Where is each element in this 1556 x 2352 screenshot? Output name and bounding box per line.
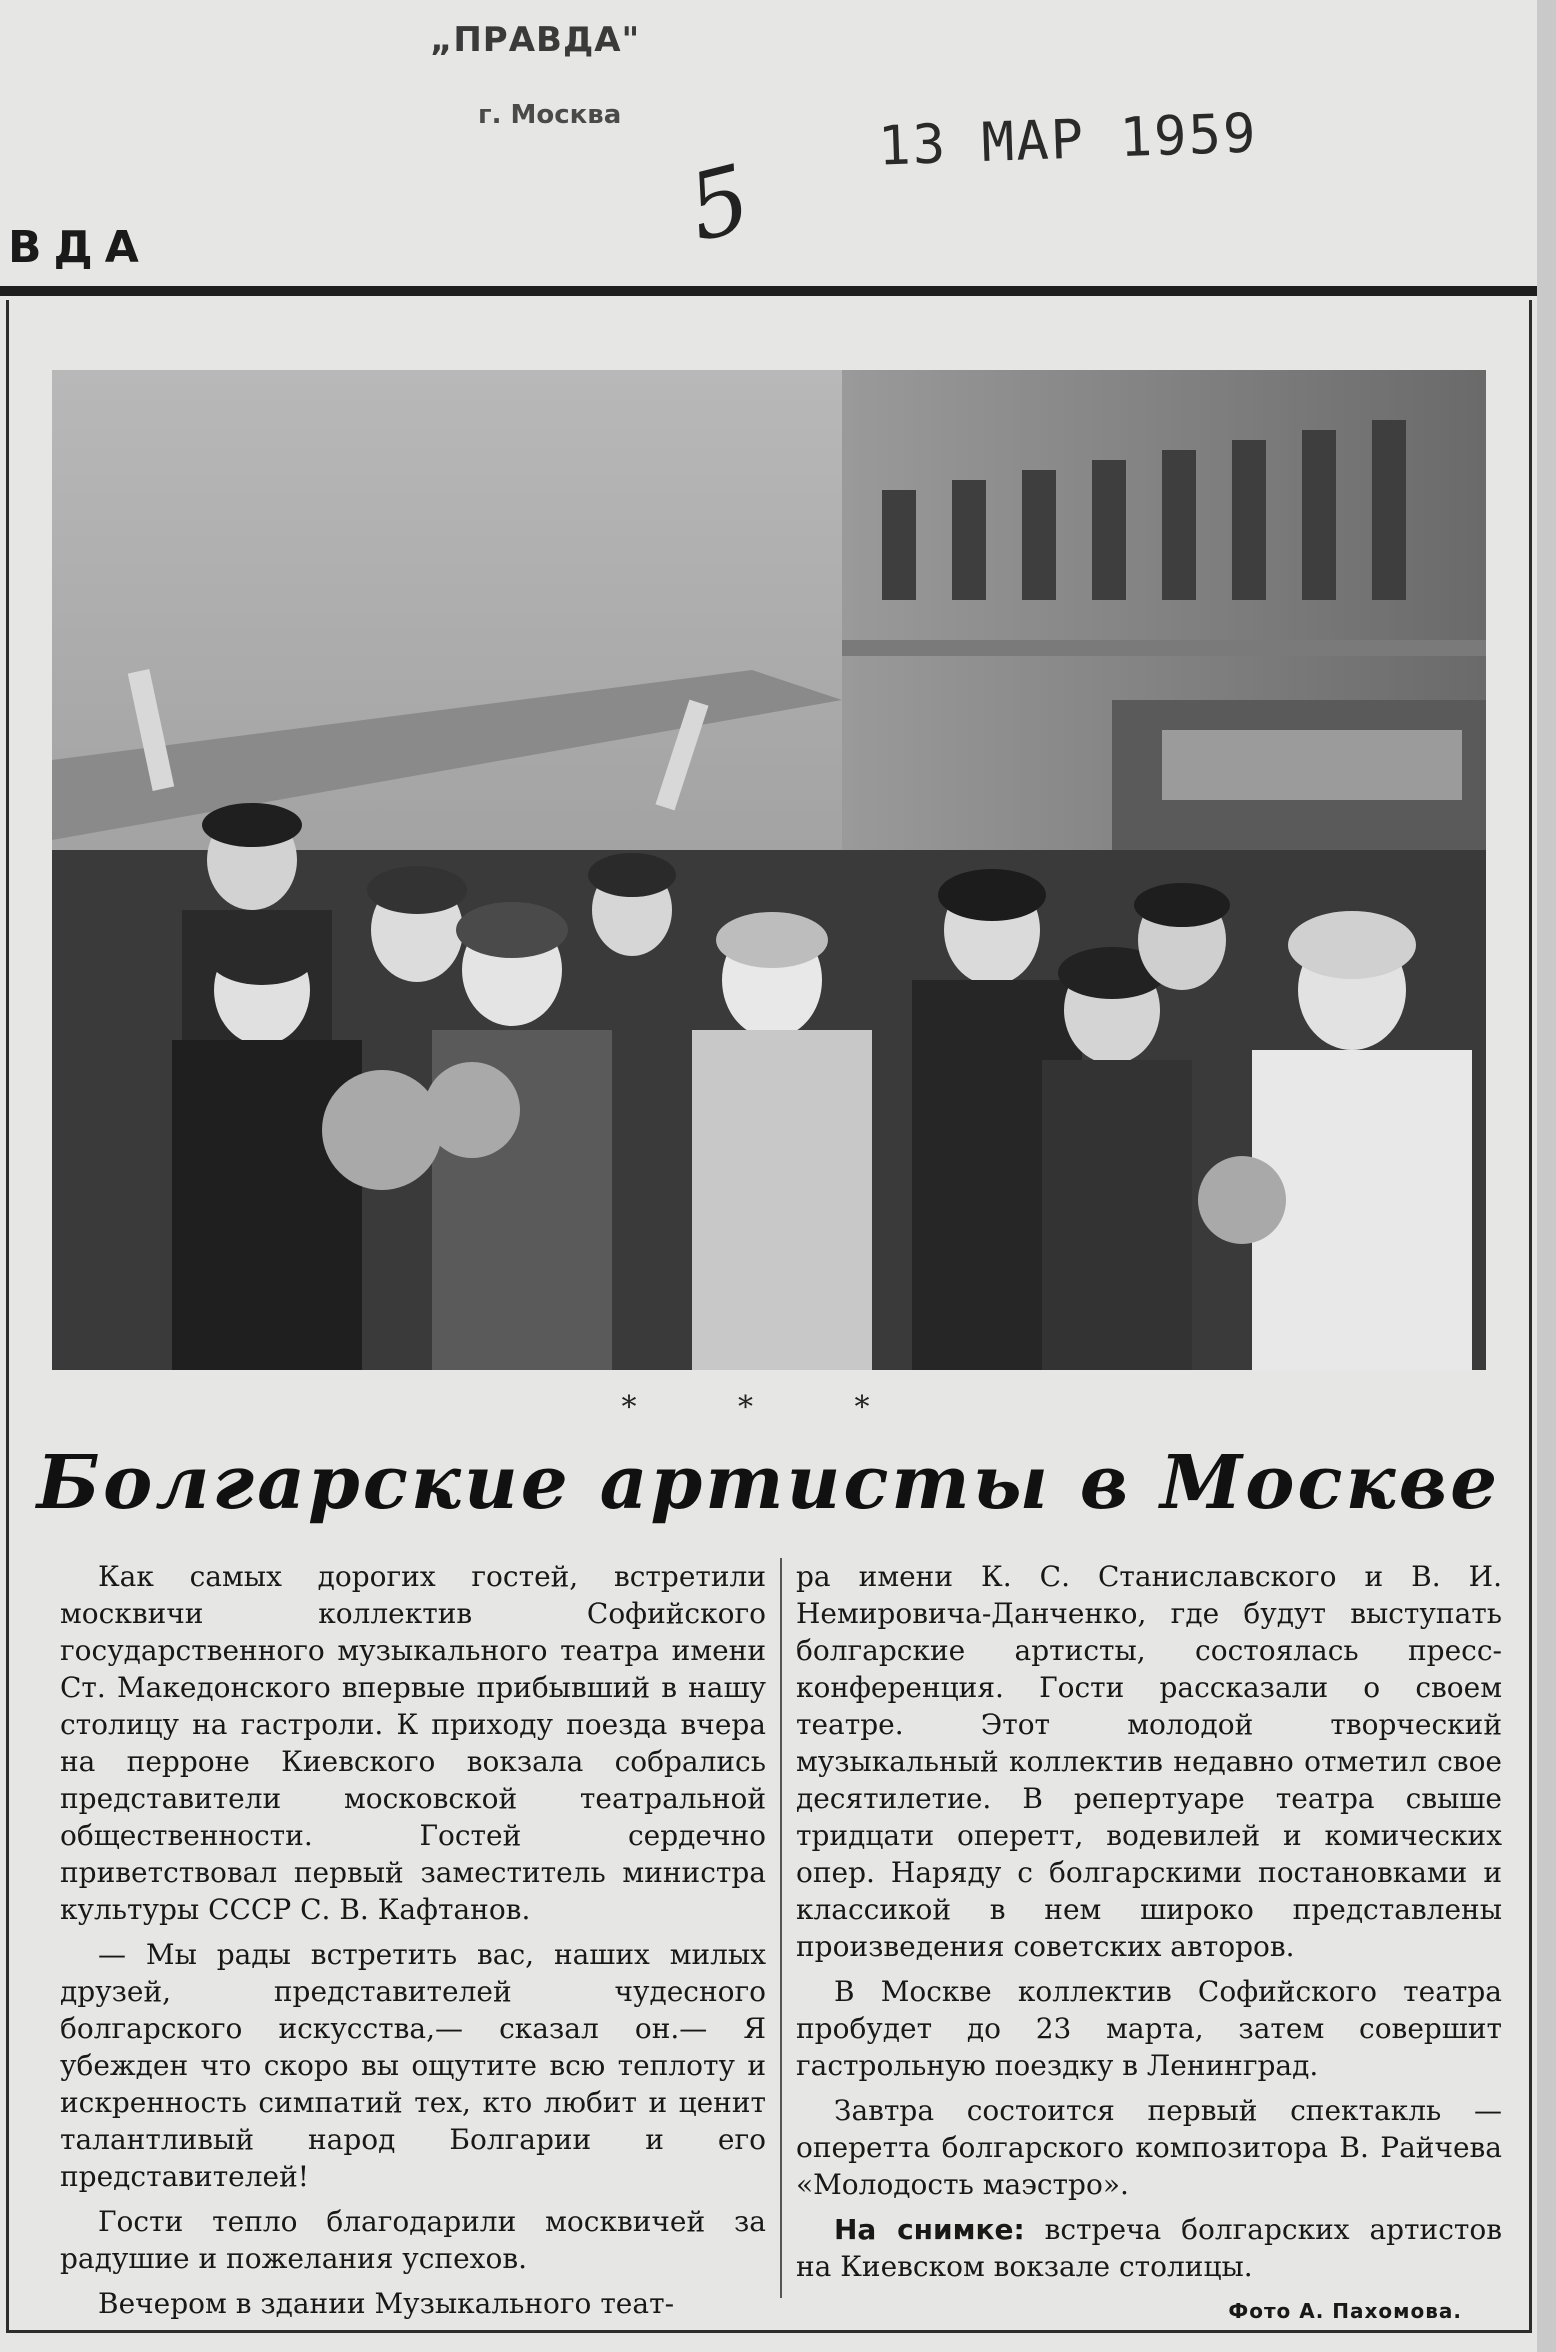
article-photo bbox=[52, 370, 1486, 1370]
stamp-date: 13 МАР 1959 bbox=[877, 101, 1259, 178]
paragraph: Вечером в здании Музыкального теат- bbox=[98, 2287, 675, 2320]
photo-credit: Фото А. Пахомова. bbox=[1228, 2299, 1462, 2323]
stamp-city: г. Москва bbox=[478, 100, 622, 130]
paragraph: — Мы рады встретить вас, наших милых друзей, представителей чудесного болгарского искусства,— сказал он.— Я убежден что скоро вы ощутите всю теплоту и искренность симпатий тех, кто любит и ценит талантливый народ Болгарии и его представителей! bbox=[60, 1938, 766, 2193]
article-headline: Болгарские артисты в Москве bbox=[36, 1440, 1501, 1526]
stamp-newspaper-name: „ПРАВДА" bbox=[430, 20, 641, 60]
section-stars: * * * bbox=[621, 1390, 916, 1425]
paragraph: Завтра состоится первый спектакль — оперетта болгарского композитора В. Райчева «Молодость маэстро». bbox=[796, 2094, 1502, 2201]
paragraph: ра имени К. С. Станиславского и В. И. Немировича-Данченко, где будут выступать болгарские артисты, состоялась пресс-конференция. Гости рассказали о своем театре. Этот молодой творческий музыкальный коллектив недавно отметил свое десятилетие. В репертуаре театра свыше тридцати оперетт, водевилей и комических опер. Наряду с болгарскими постановками и классикой в нем широко представлены произведения советских авторов. bbox=[796, 1560, 1502, 1963]
masthead-fragment: ВДА bbox=[8, 222, 151, 273]
caption-label: На снимке: bbox=[834, 2213, 1025, 2246]
column-divider bbox=[780, 1558, 782, 2298]
scan-edge bbox=[1537, 0, 1556, 2352]
paragraph: Гости тепло благодарили москвичей за радушие и пожелания успехов. bbox=[60, 2205, 766, 2275]
handwritten-number: 5 bbox=[677, 144, 761, 263]
top-rule bbox=[0, 286, 1537, 296]
article-body bbox=[60, 1558, 1526, 2323]
paragraph: Как самых дорогих гостей, встретили москвичи коллектив Софийского государственного музыкального театра имени Ст. Македонского впервые прибывший в нашу столицу на гастроли. К приходу поезда вчера на перроне Киевского вокзала собрались представители московской театральной общественности. Гостей сердечно приветствовал первый заместитель министра культуры СССР С. В. Кафтанов. bbox=[60, 1560, 766, 1926]
caption-text: встреча болгарских артистов на Киевском вокзале столицы. bbox=[796, 2213, 1503, 2283]
photo-illustration bbox=[52, 370, 1486, 1370]
article-column-left bbox=[60, 1558, 766, 2330]
photo-caption bbox=[796, 2211, 1502, 2285]
paragraph: В Москве коллектив Софийского театра пробудет до 23 марта, затем совершит гастрольную поездку в Ленинград. bbox=[796, 1975, 1502, 2082]
article-column-right bbox=[796, 1558, 1502, 2330]
